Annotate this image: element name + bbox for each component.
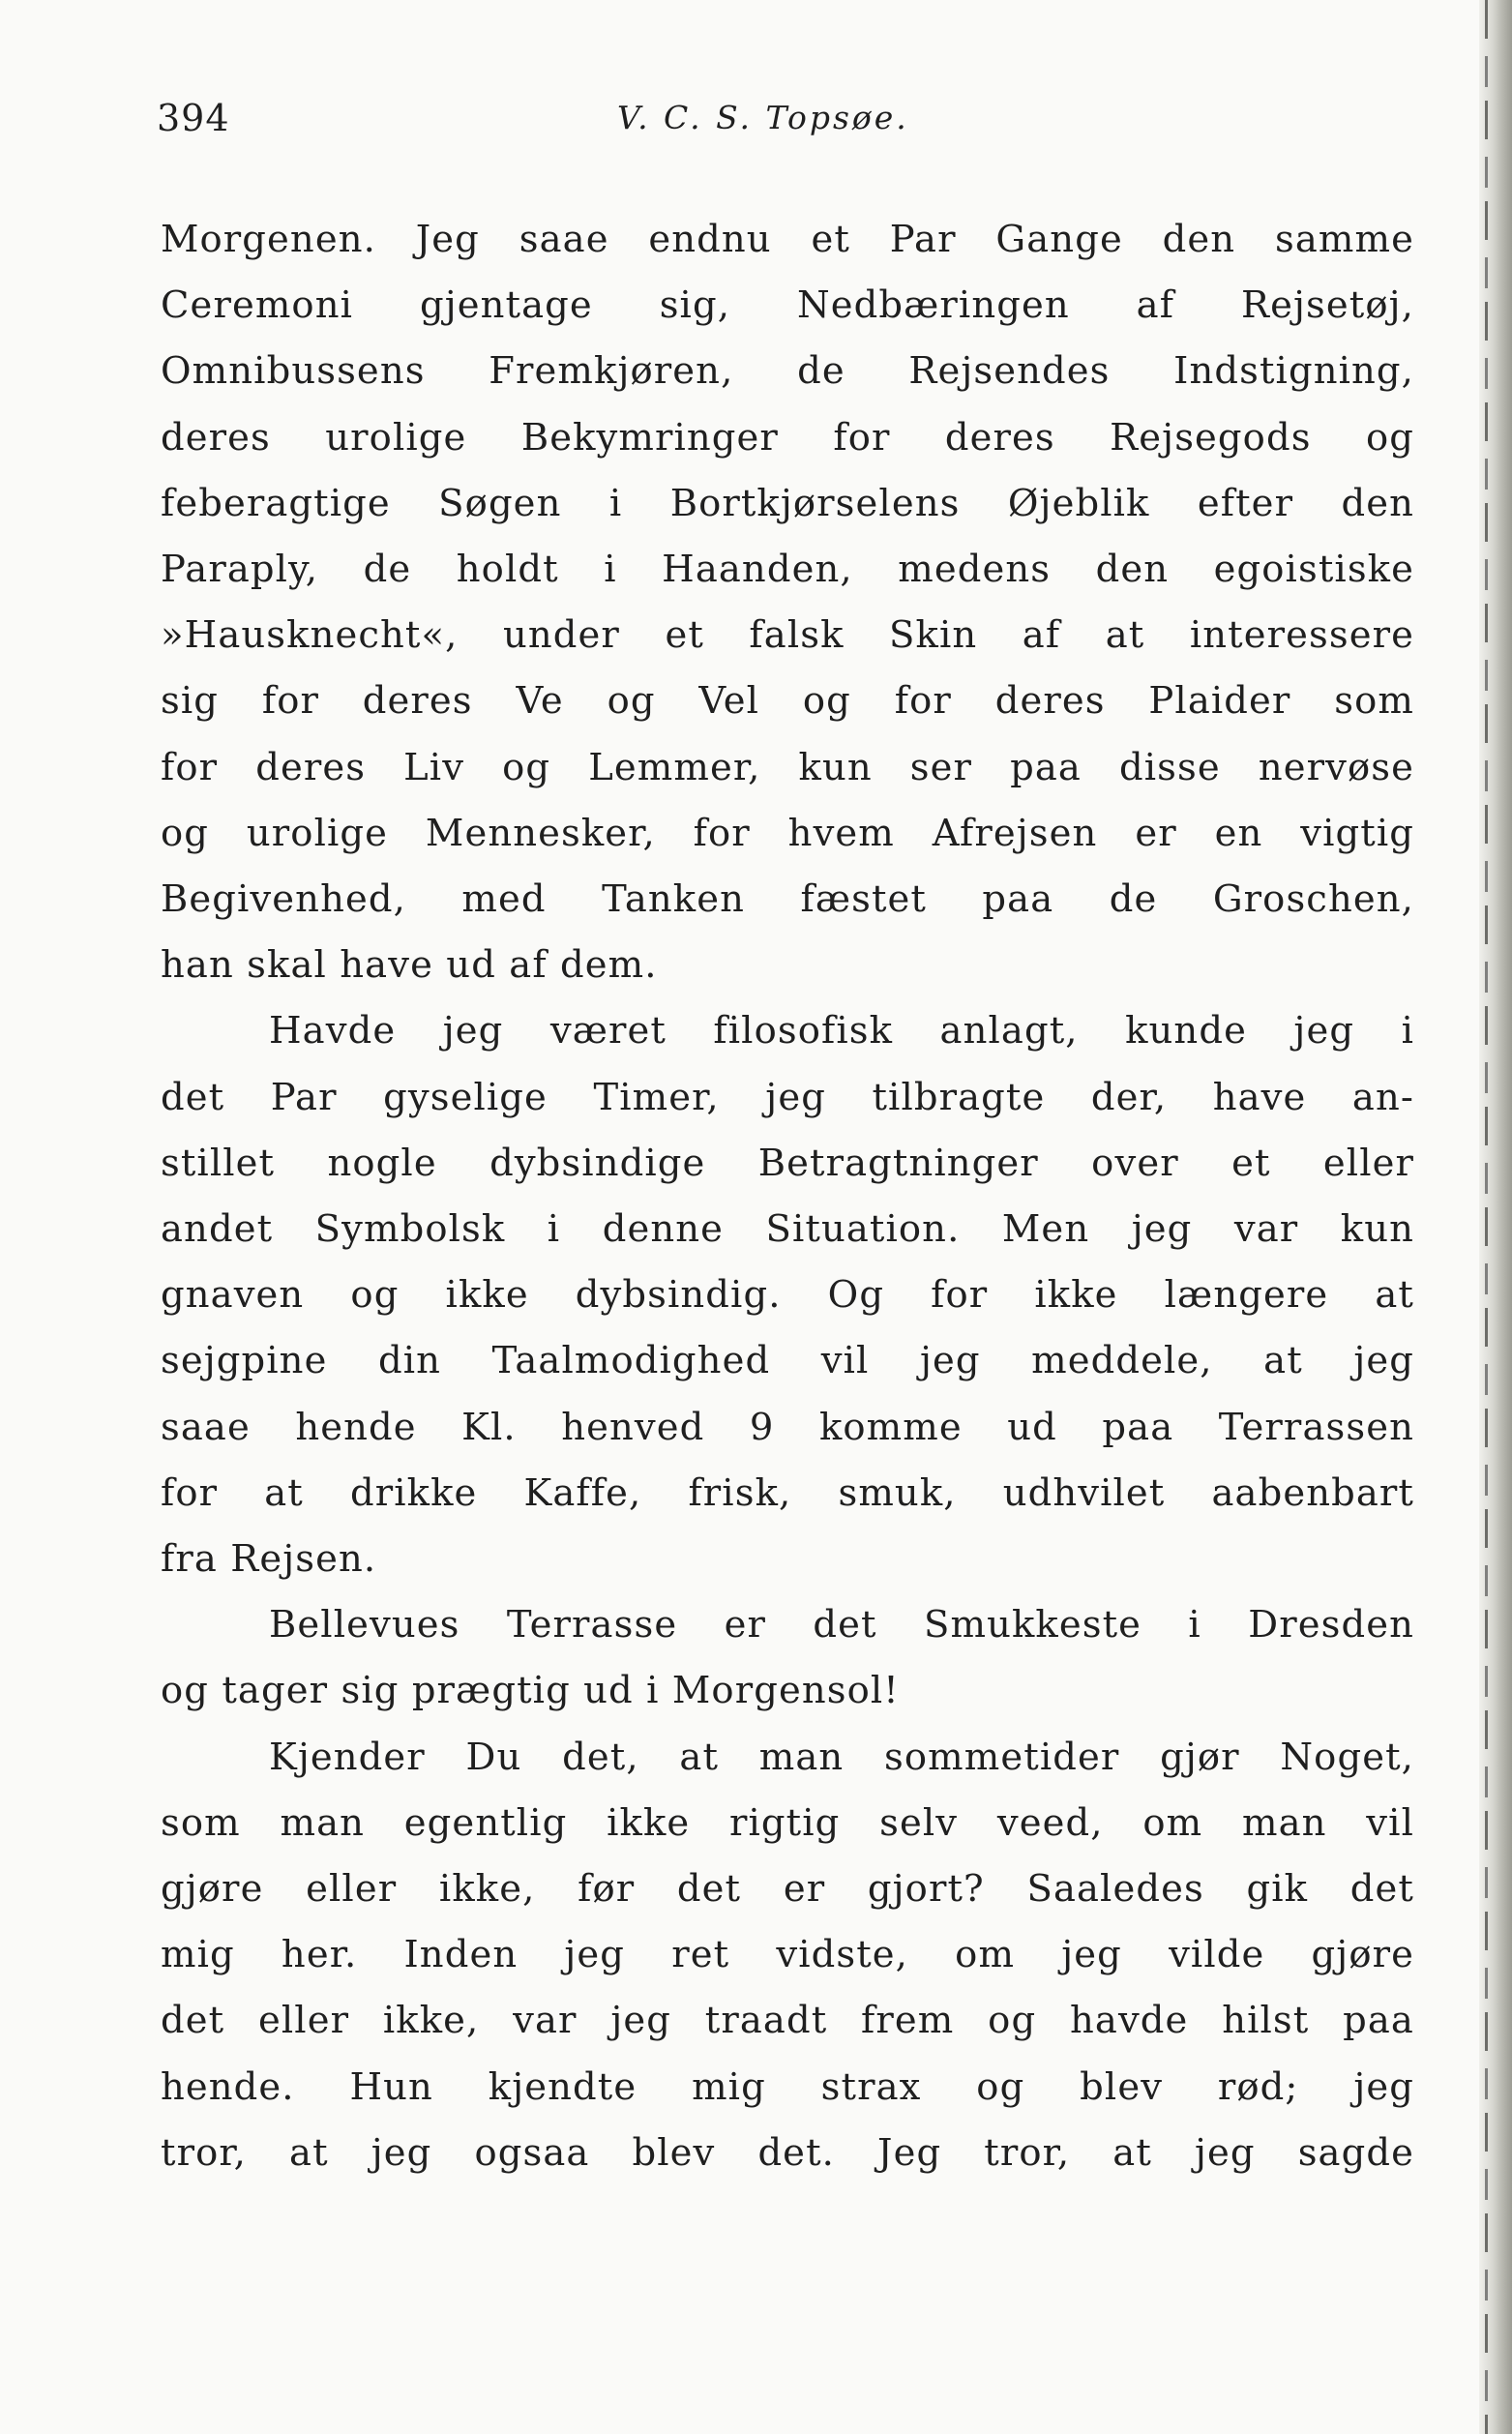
text-line: fra Rejsen. xyxy=(161,1537,377,1582)
text-line: Kjender Du det, at man sommetider gjør Noget, xyxy=(269,1735,1414,1779)
text-line: mig her. Inden jeg ret vidste, om jeg vilde gjøre xyxy=(161,1933,1414,1977)
paragraph xyxy=(161,207,1414,998)
text-line: tror, at jeg ogsaa blev det. Jeg tror, at jeg sagde xyxy=(161,2130,1414,2175)
text-line: gjøre eller ikke, før det er gjort? Saaledes gik det xyxy=(161,1867,1414,1912)
text-line: sejgpine din Taalmodighed vil jeg meddele, at jeg xyxy=(161,1339,1414,1383)
text-line: som man egentlig ikke rigtig selv veed, om man vil xyxy=(161,1800,1414,1845)
text-line: og urolige Mennesker, for hvem Afrejsen er en vigtig xyxy=(161,811,1414,855)
paragraph xyxy=(161,998,1414,1592)
paragraph xyxy=(161,1725,1414,2186)
text-line: for deres Liv og Lemmer, kun ser paa disse nervøse xyxy=(161,745,1414,789)
text-line: Begivenhed, med Tanken fæstet paa de Groschen, xyxy=(161,877,1414,922)
paragraph xyxy=(161,1592,1414,1724)
text-line: Bellevues Terrasse er det Smukkeste i Dresden xyxy=(269,1603,1414,1647)
text-line: han skal have ud af dem. xyxy=(161,943,658,988)
text-line: Havde jeg været filosofisk anlagt, kunde jeg i xyxy=(269,1009,1414,1054)
body-text xyxy=(161,207,1414,2186)
text-line: og tager sig prægtig ud i Morgensol! xyxy=(161,1669,900,1713)
text-line: deres urolige Bekymringer for deres Rejsegods og xyxy=(161,415,1414,460)
text-line: feberagtige Søgen i Bortkjørselens Øjeblik efter den xyxy=(161,481,1414,525)
text-line: det eller ikke, var jeg traadt frem og havde hilst paa xyxy=(161,1999,1414,2043)
text-line: for at drikke Kaffe, frisk, smuk, udhvilet aabenbart xyxy=(161,1470,1414,1515)
text-line: sig for deres Ve og Vel og for deres Plaider som xyxy=(161,679,1414,724)
text-line: Ceremoni gjentage sig, Nedbæringen af Rejsetøj, xyxy=(161,283,1414,328)
text-line: Paraply, de holdt i Haanden, medens den egoistiske xyxy=(161,548,1414,592)
text-line: »Hausknecht«, under et falsk Skin af at interessere xyxy=(161,613,1414,658)
page-number: 394 xyxy=(157,97,230,139)
page-header xyxy=(157,97,1414,155)
text-line: hende. Hun kjendte mig strax og blev rød; jeg xyxy=(161,2064,1414,2109)
text-line: Omnibussens Fremkjøren, de Rejsendes Indstigning, xyxy=(161,349,1414,394)
text-line: saae hende Kl. henved 9 komme ud paa Terrassen xyxy=(161,1405,1414,1449)
text-line: andet Symbolsk i denne Situation. Men jeg var kun xyxy=(161,1207,1414,1252)
text-line: Morgenen. Jeg saae endnu et Par Gange den samme xyxy=(161,218,1414,261)
text-line: det Par gyselige Timer, jeg tilbragte der, have an- xyxy=(161,1075,1414,1119)
running-head: V. C. S. Topsøe. xyxy=(617,99,909,136)
text-line: gnaven og ikke dybsindig. Og for ikke længere at xyxy=(161,1273,1414,1318)
page-edge xyxy=(1479,0,1512,2434)
text-line: stillet nogle dybsindige Betragtninger over et eller xyxy=(161,1141,1414,1185)
